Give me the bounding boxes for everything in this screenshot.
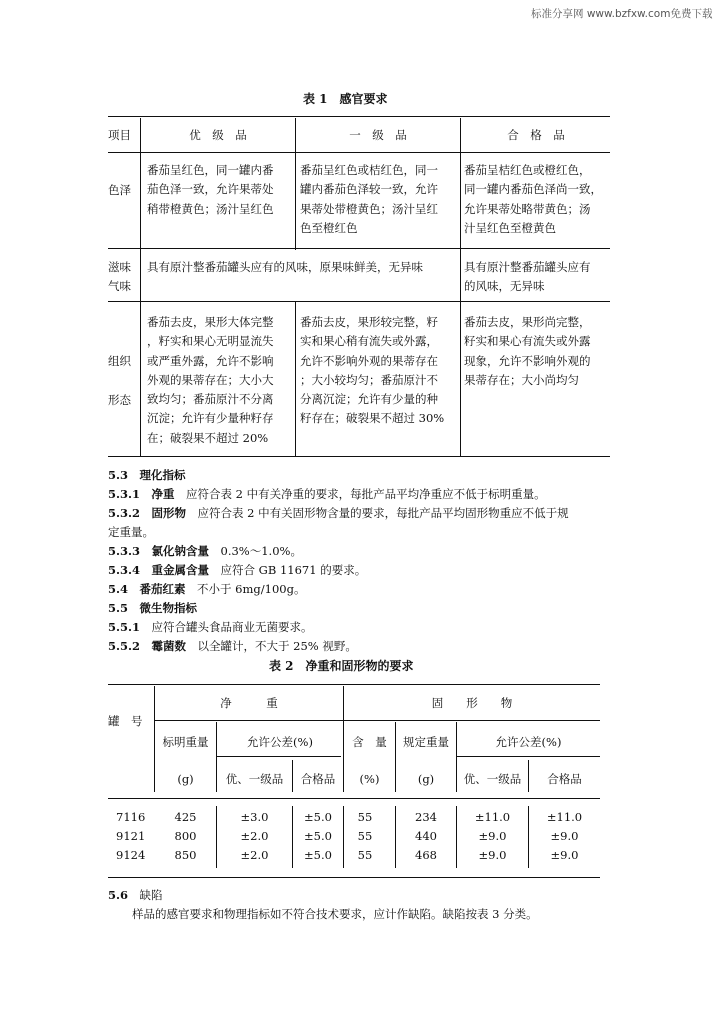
table-2-content: 55: [357, 829, 373, 843]
table-rule: [108, 877, 600, 878]
table-1-row-label-color: 色泽: [108, 183, 131, 197]
table-column-divider: [456, 722, 457, 792]
table-2-solids-tolerance-first: ±9.0: [478, 829, 507, 843]
table-rule: [108, 456, 610, 457]
section-5-3-4: 5.3.4 重金属含量 应符合 GB 11671 的要求。: [108, 563, 367, 577]
table-1-header-premium: 优 级 品: [189, 128, 247, 142]
table-1-cell-taste-premium-first: 具有原汁整番茄罐头应有的风味，原果味鲜美，无异味: [147, 260, 423, 274]
table-1-header-pass: 合 格 品: [507, 128, 565, 142]
table-rule: [154, 720, 600, 721]
table-column-divider: [295, 118, 296, 250]
table-2-specified-weight: 234: [415, 810, 437, 824]
table-column-divider: [395, 806, 396, 868]
table-rule: [108, 798, 600, 799]
table-rule: [108, 248, 610, 249]
table-column-divider: [216, 722, 217, 792]
table-2-solids-tolerance-first: ±9.0: [478, 848, 507, 862]
table-2-sub-content: 含 量: [352, 735, 387, 749]
table-column-divider: [292, 806, 293, 868]
table-1-row-label-texture-1: 组织: [108, 354, 131, 368]
table-column-divider: [295, 301, 296, 456]
table-2-unit-g-1: (g): [177, 772, 194, 786]
table-2-sub-tolerance-1: 允许公差(%): [247, 735, 313, 749]
table-2-tolerance-pass: ±5.0: [304, 848, 332, 862]
table-2-content: 55: [357, 810, 373, 824]
table-rule: [108, 301, 610, 302]
table-2-tolerance-pass: ±5.0: [304, 810, 332, 824]
table-2-tolerance-first: ±2.0: [240, 829, 269, 843]
table-column-divider: [528, 806, 529, 868]
table-2-solids-tolerance-pass: ±9.0: [550, 829, 579, 843]
table-2-rowhead: 罐 号: [108, 714, 143, 728]
table-1-cell-texture-premium: 番茄去皮，果形大体完整 ，籽实和果心无明显流失 或严重外露，允许不影响 外观的果蒂存在；大小大 致均匀；番茄原汁不分离 沉淀；允许有少量种籽存 在；破裂果不超过 20%: [147, 315, 274, 445]
table-1-cell-texture-pass: 番茄去皮，果形尚完整， 籽实和果心有流失或外露 现象，允许不影响外观的 果蒂存在；大小尚均匀: [464, 315, 591, 387]
section-5-3-2-continued: 定重量。: [108, 525, 154, 539]
table-2-unit-percent: (%): [359, 772, 380, 786]
table-rule: [216, 756, 341, 757]
table-rule: [456, 756, 600, 757]
section-5-6: 5.6 缺陷: [108, 888, 163, 902]
table-1-caption: 表 1 感官要求: [303, 92, 388, 106]
table-2-can-number: 7116: [116, 810, 146, 824]
section-5-3-3: 5.3.3 氯化钠含量 0.3%～1.0%。: [108, 544, 302, 558]
table-2-can-number: 9124: [116, 848, 146, 862]
section-5-4: 5.4 番茄红素 不小于 6mg/100g。: [108, 582, 306, 596]
table-2-sub-labeled-weight: 标明重量: [162, 735, 209, 749]
section-5-5: 5.5 微生物指标: [108, 601, 198, 615]
section-5-3-2: 5.3.2 固形物 应符合表 2 中有关固形物含量的要求，每批产品平均固形物重应不低于规: [108, 506, 569, 520]
table-2-group-solids: 固 形 物: [431, 696, 513, 710]
section-5-5-2: 5.5.2 霉菌数 以全罐计，不大于 25% 视野。: [108, 639, 357, 653]
table-rule: [108, 152, 610, 153]
table-rule: [108, 116, 610, 117]
table-1-cell-taste-pass: 具有原汁整番茄罐头应有 的风味，无异味: [464, 260, 591, 294]
table-2-labeled-weight: 850: [174, 848, 197, 862]
section-5-6-text: 样品的感官要求和物理指标如不符合技术要求，应计作缺陷。缺陷按表 3 分类。: [132, 907, 538, 921]
table-column-divider: [343, 806, 344, 868]
table-1-cell-texture-first: 番茄去皮，果形较完整，籽 实和果心稍有流失或外露， 允许不影响外观的果蒂存在 ；大小较均匀；番茄原汁不 分离沉淀；允许有少量的种 籽存在；破裂果不超过 30%: [300, 315, 445, 426]
table-rule: [108, 684, 600, 685]
table-2-specified-weight: 468: [415, 848, 437, 862]
table-2-tolerance-pass: ±5.0: [304, 829, 332, 843]
section-5-3: 5.3 理化指标: [108, 468, 186, 482]
table-2-content: 55: [357, 848, 373, 862]
table-2-sub-specified-weight: 规定重量: [403, 735, 449, 749]
table-column-divider: [460, 118, 461, 456]
table-2-labeled-weight: 425: [174, 810, 197, 824]
table-1-header-first: 一 级 品: [349, 128, 407, 142]
section-5-5-1: 5.5.1 应符合罐头食品商业无菌要求。: [108, 620, 313, 634]
table-2-unit-pass-1: 合格品: [300, 772, 336, 786]
table-1-row-label-taste: 滋味 气味: [108, 260, 131, 294]
table-2-unit-first-2: 优、一级品: [463, 772, 522, 786]
table-1-header-item: 项目: [108, 128, 131, 142]
table-column-divider: [343, 686, 344, 792]
table-1-cell-color-first: 番茄呈红色或桔红色，同一 罐内番茄色泽较一致，允许 果蒂处带橙黄色；汤汁呈红 色至橙红色: [300, 163, 438, 235]
table-2-caption: 表 2 净重和固形物的要求: [269, 659, 414, 673]
table-2-unit-first-1: 优、一级品: [225, 772, 284, 786]
table-2-group-net-weight: 净 重: [220, 696, 278, 710]
table-2-tolerance-first: ±2.0: [240, 848, 269, 862]
watermark-text: 标准分享网 www.bzfxw.com免费下载: [531, 8, 713, 20]
table-2-solids-tolerance-first: ±11.0: [474, 810, 511, 824]
table-column-divider: [292, 760, 293, 792]
table-2-solids-tolerance-pass: ±11.0: [546, 810, 583, 824]
table-column-divider: [154, 686, 155, 792]
table-2-solids-tolerance-pass: ±9.0: [550, 848, 579, 862]
table-2-sub-tolerance-2: 允许公差(%): [495, 735, 562, 749]
table-column-divider: [528, 760, 529, 792]
table-1-cell-color-premium: 番茄呈红色，同一罐内番 茄色泽一致，允许果蒂处 稍带橙黄色；汤汁呈红色: [147, 163, 274, 216]
table-2-tolerance-first: ±3.0: [240, 810, 269, 824]
table-2-specified-weight: 440: [415, 829, 437, 843]
table-column-divider: [216, 806, 217, 868]
table-2-unit-pass-2: 合格品: [547, 772, 582, 786]
table-column-divider: [395, 722, 396, 792]
section-5-3-1: 5.3.1 净重 应符合表 2 中有关净重的要求，每批产品平均净重应不低于标明重量。: [108, 487, 546, 501]
table-1-row-label-texture-2: 形态: [108, 393, 131, 407]
table-column-divider: [456, 806, 457, 868]
table-column-divider: [140, 118, 141, 456]
table-2-can-number: 9121: [116, 829, 146, 843]
table-2-unit-g-2: (g): [417, 772, 435, 786]
table-2-labeled-weight: 800: [174, 829, 197, 843]
table-1-cell-color-pass: 番茄呈桔红色或橙红色， 同一罐内番茄色泽尚一致， 允许果蒂处略带黄色；汤 汁呈红色至橙黄色: [464, 163, 602, 235]
